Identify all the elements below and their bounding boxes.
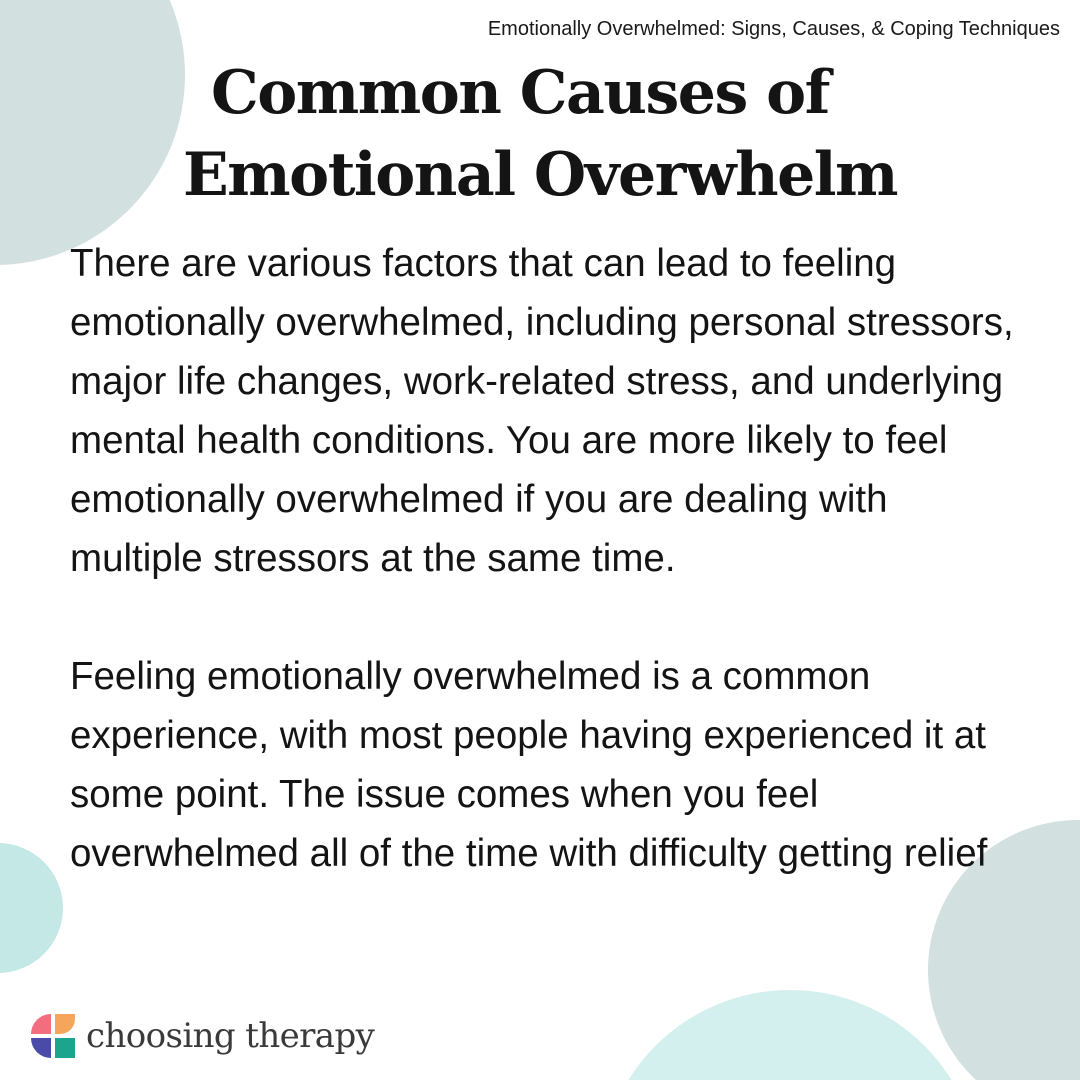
choosing-therapy-logo-icon <box>28 1011 78 1061</box>
decorative-circle-bottom-center <box>600 990 980 1080</box>
title-line-2: Emotional Overwhelm <box>182 140 898 210</box>
paragraph-causes: There are various factors that can lead to feeling emotionally overwhelmed, including personal stressors, major life changes, work-related stress, and underlying mental health conditions. You are more likely to feel emotionally overwhelmed if you are dealing with multiple stressors at the same time. <box>70 242 1014 580</box>
title-line-1: Common Causes of <box>211 58 829 128</box>
page-title <box>0 52 1080 216</box>
paragraph-common-experience: Feeling emotionally overwhelmed is a common experience, with most people having experienced it at some point. The issue comes when you feel overwhelmed all of the time with difficulty getting relief <box>70 655 988 875</box>
decorative-circle-mid-left <box>0 843 63 973</box>
body-text <box>70 234 1030 883</box>
article-caption: Emotionally Overwhelmed: Signs, Causes, & Coping Techniques <box>487 18 1060 40</box>
logo-text: choosing therapy <box>86 1016 375 1056</box>
choosing-therapy-logo <box>28 1011 374 1061</box>
